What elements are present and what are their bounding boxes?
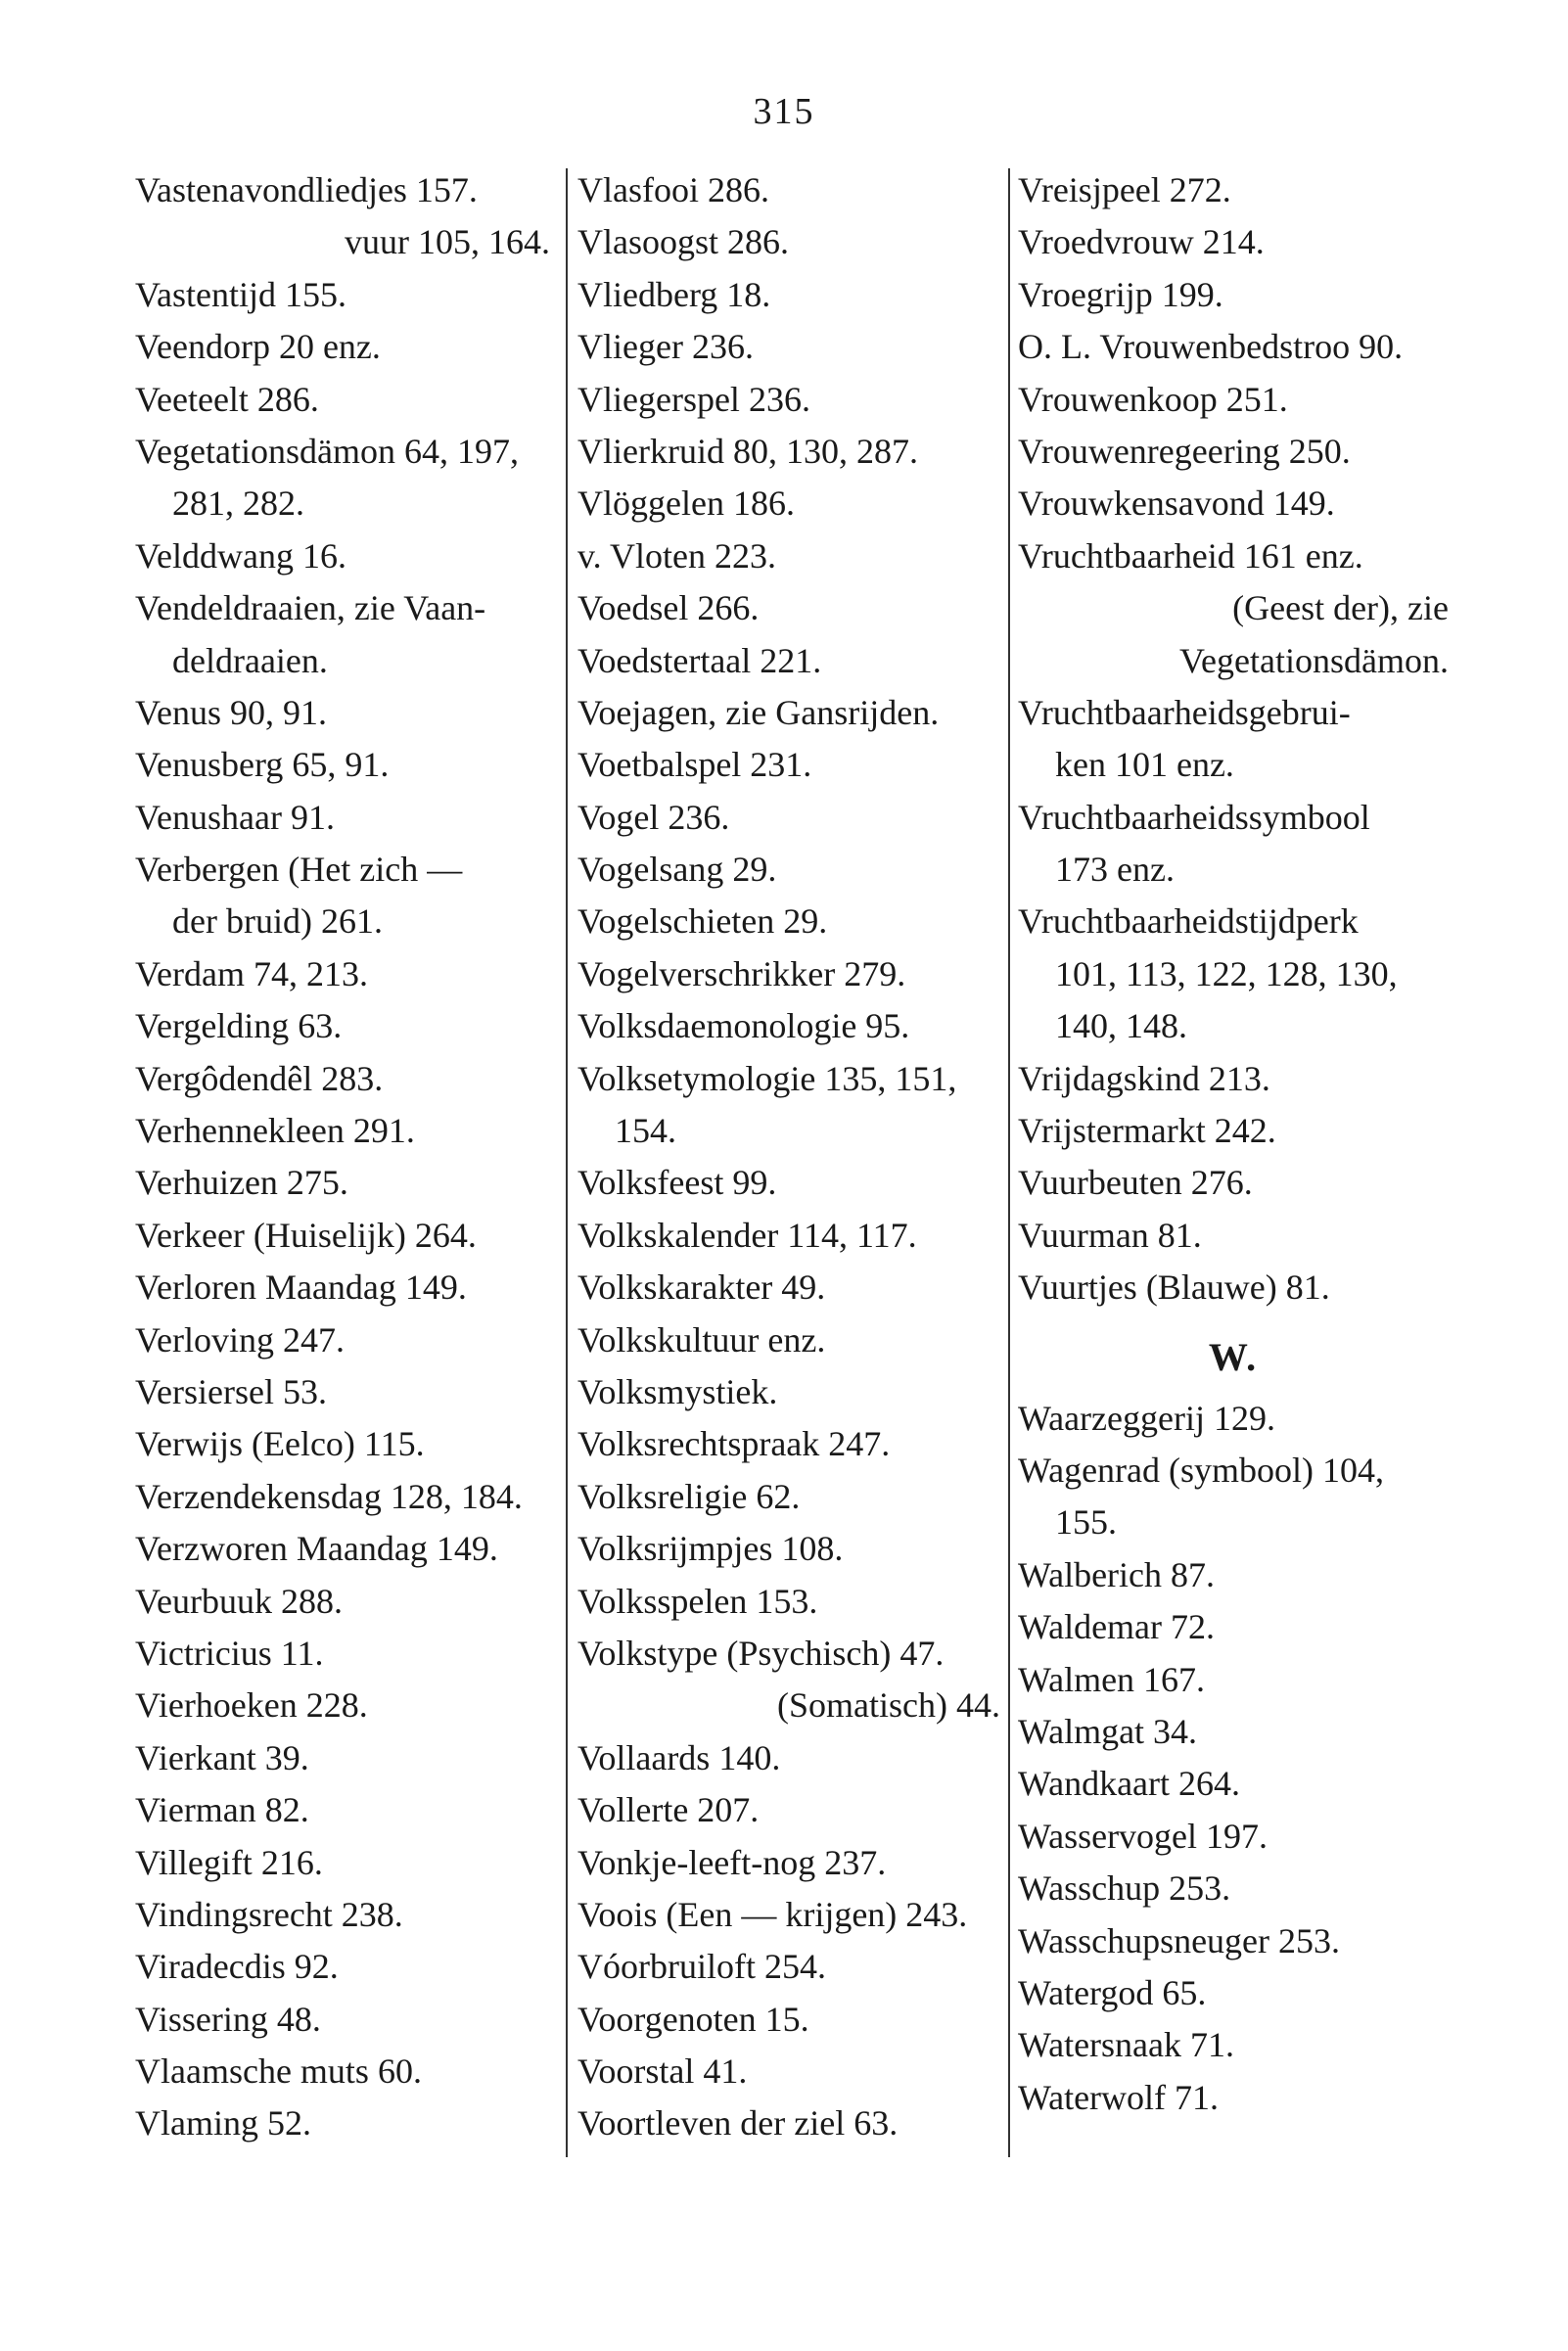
index-entry: Voedsel 266.: [577, 588, 760, 628]
index-entry: Vruchtbaarheid 161 enz.: [1018, 535, 1363, 576]
index-entry: Volksetymologie 135, 151,: [577, 1058, 957, 1098]
column-divider: [1008, 168, 1010, 2157]
index-entry: Vonkje-leeft-nog 237.: [577, 1842, 887, 1882]
index-entry: Vlaamsche muts 60.: [135, 2051, 422, 2092]
index-entry: Volksdaemonologie 95.: [577, 1006, 910, 1046]
index-entry: Victricius 11.: [135, 1633, 324, 1673]
index-entry: Verhennekleen 291.: [135, 1111, 415, 1151]
page-number: 315: [753, 91, 815, 132]
index-column-3: [1018, 164, 1449, 2124]
index-entry: Velddwang 16.: [135, 535, 346, 576]
index-entry-continuation: ken 101 enz.: [1055, 745, 1234, 785]
index-entry: Vlaming 52.: [135, 2103, 311, 2144]
index-entry: Vruchtbaarheidssymbool: [1018, 797, 1370, 837]
index-entry: Vreisjpeel 272.: [1018, 170, 1231, 209]
index-entry: Volkskalender 114, 117.: [577, 1215, 917, 1255]
index-entry: Wasschup 253.: [1018, 1868, 1231, 1909]
index-entry-continuation: (Geest der), zie: [1232, 588, 1449, 628]
index-entry: Volkstype (Psychisch) 47.: [577, 1633, 945, 1673]
index-entry: Vastentijd 155.: [135, 274, 346, 314]
index-entry: Walberich 87.: [1018, 1554, 1216, 1594]
index-entry: Vastenavondliedjes 157.: [135, 170, 478, 209]
index-entry: Vollaards 140.: [577, 1737, 781, 1777]
index-entry: Vrouwenkoop 251.: [1018, 379, 1288, 419]
index-entry-continuation: 140, 148.: [1055, 1006, 1187, 1046]
index-entry: Vrijstermarkt 242.: [1018, 1111, 1276, 1151]
index-entry-continuation: der bruid) 261.: [172, 901, 383, 942]
index-entry: Vroedvrouw 214.: [1018, 222, 1265, 262]
index-entry: Vuurbeuten 276.: [1018, 1163, 1253, 1203]
section-letter-heading: W.: [1208, 1334, 1259, 1379]
index-entry: Vindingsrecht 238.: [135, 1894, 403, 1934]
index-entry: Vergelding 63.: [135, 1006, 343, 1046]
index-entry: Vrijdagskind 213.: [1018, 1058, 1270, 1098]
index-entry: Wagenrad (symbool) 104,: [1018, 1450, 1385, 1490]
index-entry: Veendorp 20 enz.: [135, 327, 381, 367]
index-entry: Vierkant 39.: [135, 1737, 309, 1777]
index-entry: Vogelsang 29.: [577, 850, 777, 890]
index-entry: Vergôdendêl 283.: [135, 1058, 384, 1098]
index-column-2: [577, 164, 1000, 2150]
index-entry: Vogelschieten 29.: [577, 901, 828, 942]
index-entry: Vlasoogst 286.: [577, 222, 789, 262]
index-entry: Vroegrijp 199.: [1018, 274, 1223, 314]
index-column-1: [135, 164, 550, 2150]
index-entry: Volkskultuur enz.: [577, 1319, 826, 1360]
index-entry: Venushaar 91.: [135, 797, 335, 837]
index-entry: Volksmystiek.: [577, 1371, 778, 1411]
index-entry-continuation: 154.: [615, 1111, 676, 1151]
index-entry: Vliedberg 18.: [577, 274, 771, 314]
index-entry: Vendeldraaien, zie Vaan-: [135, 588, 486, 628]
index-entry: Verbergen (Het zich —: [135, 850, 463, 890]
index-entry-continuation: vuur 105, 164.: [345, 222, 550, 262]
index-entry: Voetbalspel 231.: [577, 745, 812, 785]
index-entry: Volksrechtspraak 247.: [577, 1424, 891, 1464]
index-entry: Veurbuuk 288.: [135, 1581, 343, 1621]
index-entry-continuation: Vegetationsdämon.: [1179, 640, 1449, 680]
index-entry: Vollerte 207.: [577, 1790, 760, 1830]
index-entry: Venus 90, 91.: [135, 692, 327, 732]
index-entry-continuation: (Somatisch) 44.: [777, 1685, 1000, 1726]
index-entry: Verzworen Maandag 149.: [135, 1529, 498, 1569]
index-entry: Vrouwkensavond 149.: [1018, 484, 1335, 524]
index-entry: Voejagen, zie Gansrijden.: [577, 692, 940, 732]
index-entry-continuation: 101, 113, 122, 128, 130,: [1055, 953, 1398, 993]
index-entry: Volkskarakter 49.: [577, 1268, 826, 1308]
index-entry: Voedstertaal 221.: [577, 640, 822, 680]
index-entry: Verdam 74, 213.: [135, 953, 368, 993]
column-divider: [566, 168, 568, 2157]
index-entry: v. Vloten 223.: [577, 535, 776, 576]
index-entry: Wasservogel 197.: [1018, 1816, 1268, 1856]
index-entry: Verkeer (Huiselijk) 264.: [135, 1215, 477, 1255]
index-entry: Waarzeggerij 129.: [1018, 1398, 1275, 1438]
index-entry: Vliegerspel 236.: [577, 379, 810, 419]
index-entry: Vruchtbaarheidstijdperk: [1018, 901, 1359, 942]
index-entry: Volksspelen 153.: [577, 1581, 818, 1621]
index-entry: Verwijs (Eelco) 115.: [135, 1424, 425, 1464]
index-entry: Vlöggelen 186.: [577, 484, 795, 524]
index-entry: Verloving 247.: [135, 1319, 345, 1360]
index-entry: Voois (Een — krijgen) 243.: [577, 1894, 968, 1934]
index-entry: Vlieger 236.: [577, 327, 754, 367]
index-entry-continuation: 281, 282.: [172, 484, 304, 524]
index-entry: Verzendekensdag 128, 184.: [135, 1476, 523, 1516]
index-entry-continuation: 155.: [1055, 1502, 1117, 1543]
index-entry: Vrouwenregeering 250.: [1018, 431, 1351, 471]
index-entry: Volksreligie 62.: [577, 1476, 801, 1516]
index-entry: Vuurtjes (Blauwe) 81.: [1018, 1268, 1330, 1308]
index-entry: Volksrijmpjes 108.: [577, 1529, 844, 1569]
index-entry: Wasschupsneuger 253.: [1018, 1920, 1341, 1960]
index-entry: Watergod 65.: [1018, 1972, 1207, 2012]
index-entry: Vlasfooi 286.: [577, 170, 769, 209]
index-entry: Venusberg 65, 91.: [135, 745, 390, 785]
index-entry: Volksfeest 99.: [577, 1163, 777, 1203]
index-entry: Versiersel 53.: [135, 1371, 327, 1411]
index-entry: Wandkaart 264.: [1018, 1764, 1241, 1804]
index-entry: Veeteelt 286.: [135, 379, 319, 419]
index-entry: Vierhoeken 228.: [135, 1685, 368, 1726]
index-entry: Viradecdis 92.: [135, 1947, 339, 1987]
index-entry: Waterwolf 71.: [1018, 2077, 1220, 2117]
index-entry: Vogel 236.: [577, 797, 730, 837]
index-entry: Vogelverschrikker 279.: [577, 953, 906, 993]
index-entry: Vissering 48.: [135, 1999, 321, 2039]
index-entry: Walmgat 34.: [1018, 1711, 1198, 1751]
index-entry-continuation: 173 enz.: [1055, 850, 1175, 890]
index-entry: Voorgenoten 15.: [577, 1999, 809, 2039]
index-entry: Walmen 167.: [1018, 1659, 1206, 1699]
index-entry: Voorstal 41.: [577, 2051, 748, 2092]
index-entry: Vlierkruid 80, 130, 287.: [577, 431, 918, 471]
index-entry: Verloren Maandag 149.: [135, 1268, 467, 1308]
index-entry: Verhuizen 275.: [135, 1163, 348, 1203]
index-entry: Voortleven der ziel 63.: [577, 2103, 899, 2144]
index-entry: Vegetationsdämon 64, 197,: [135, 431, 519, 471]
index-entry: Villegift 216.: [135, 1842, 323, 1882]
index-entry: Watersnaak 71.: [1018, 2025, 1235, 2065]
index-entry: Vierman 82.: [135, 1790, 309, 1830]
index-entry: Vruchtbaarheidsgebrui-: [1018, 692, 1351, 732]
index-entry: Vuurman 81.: [1018, 1215, 1202, 1255]
index-entry-continuation: deldraaien.: [172, 640, 328, 680]
index-entry: O. L. Vrouwenbedstroo 90.: [1018, 327, 1404, 367]
index-entry: Waldemar 72.: [1018, 1607, 1216, 1647]
index-entry: Vóorbruiloft 254.: [577, 1947, 826, 1987]
